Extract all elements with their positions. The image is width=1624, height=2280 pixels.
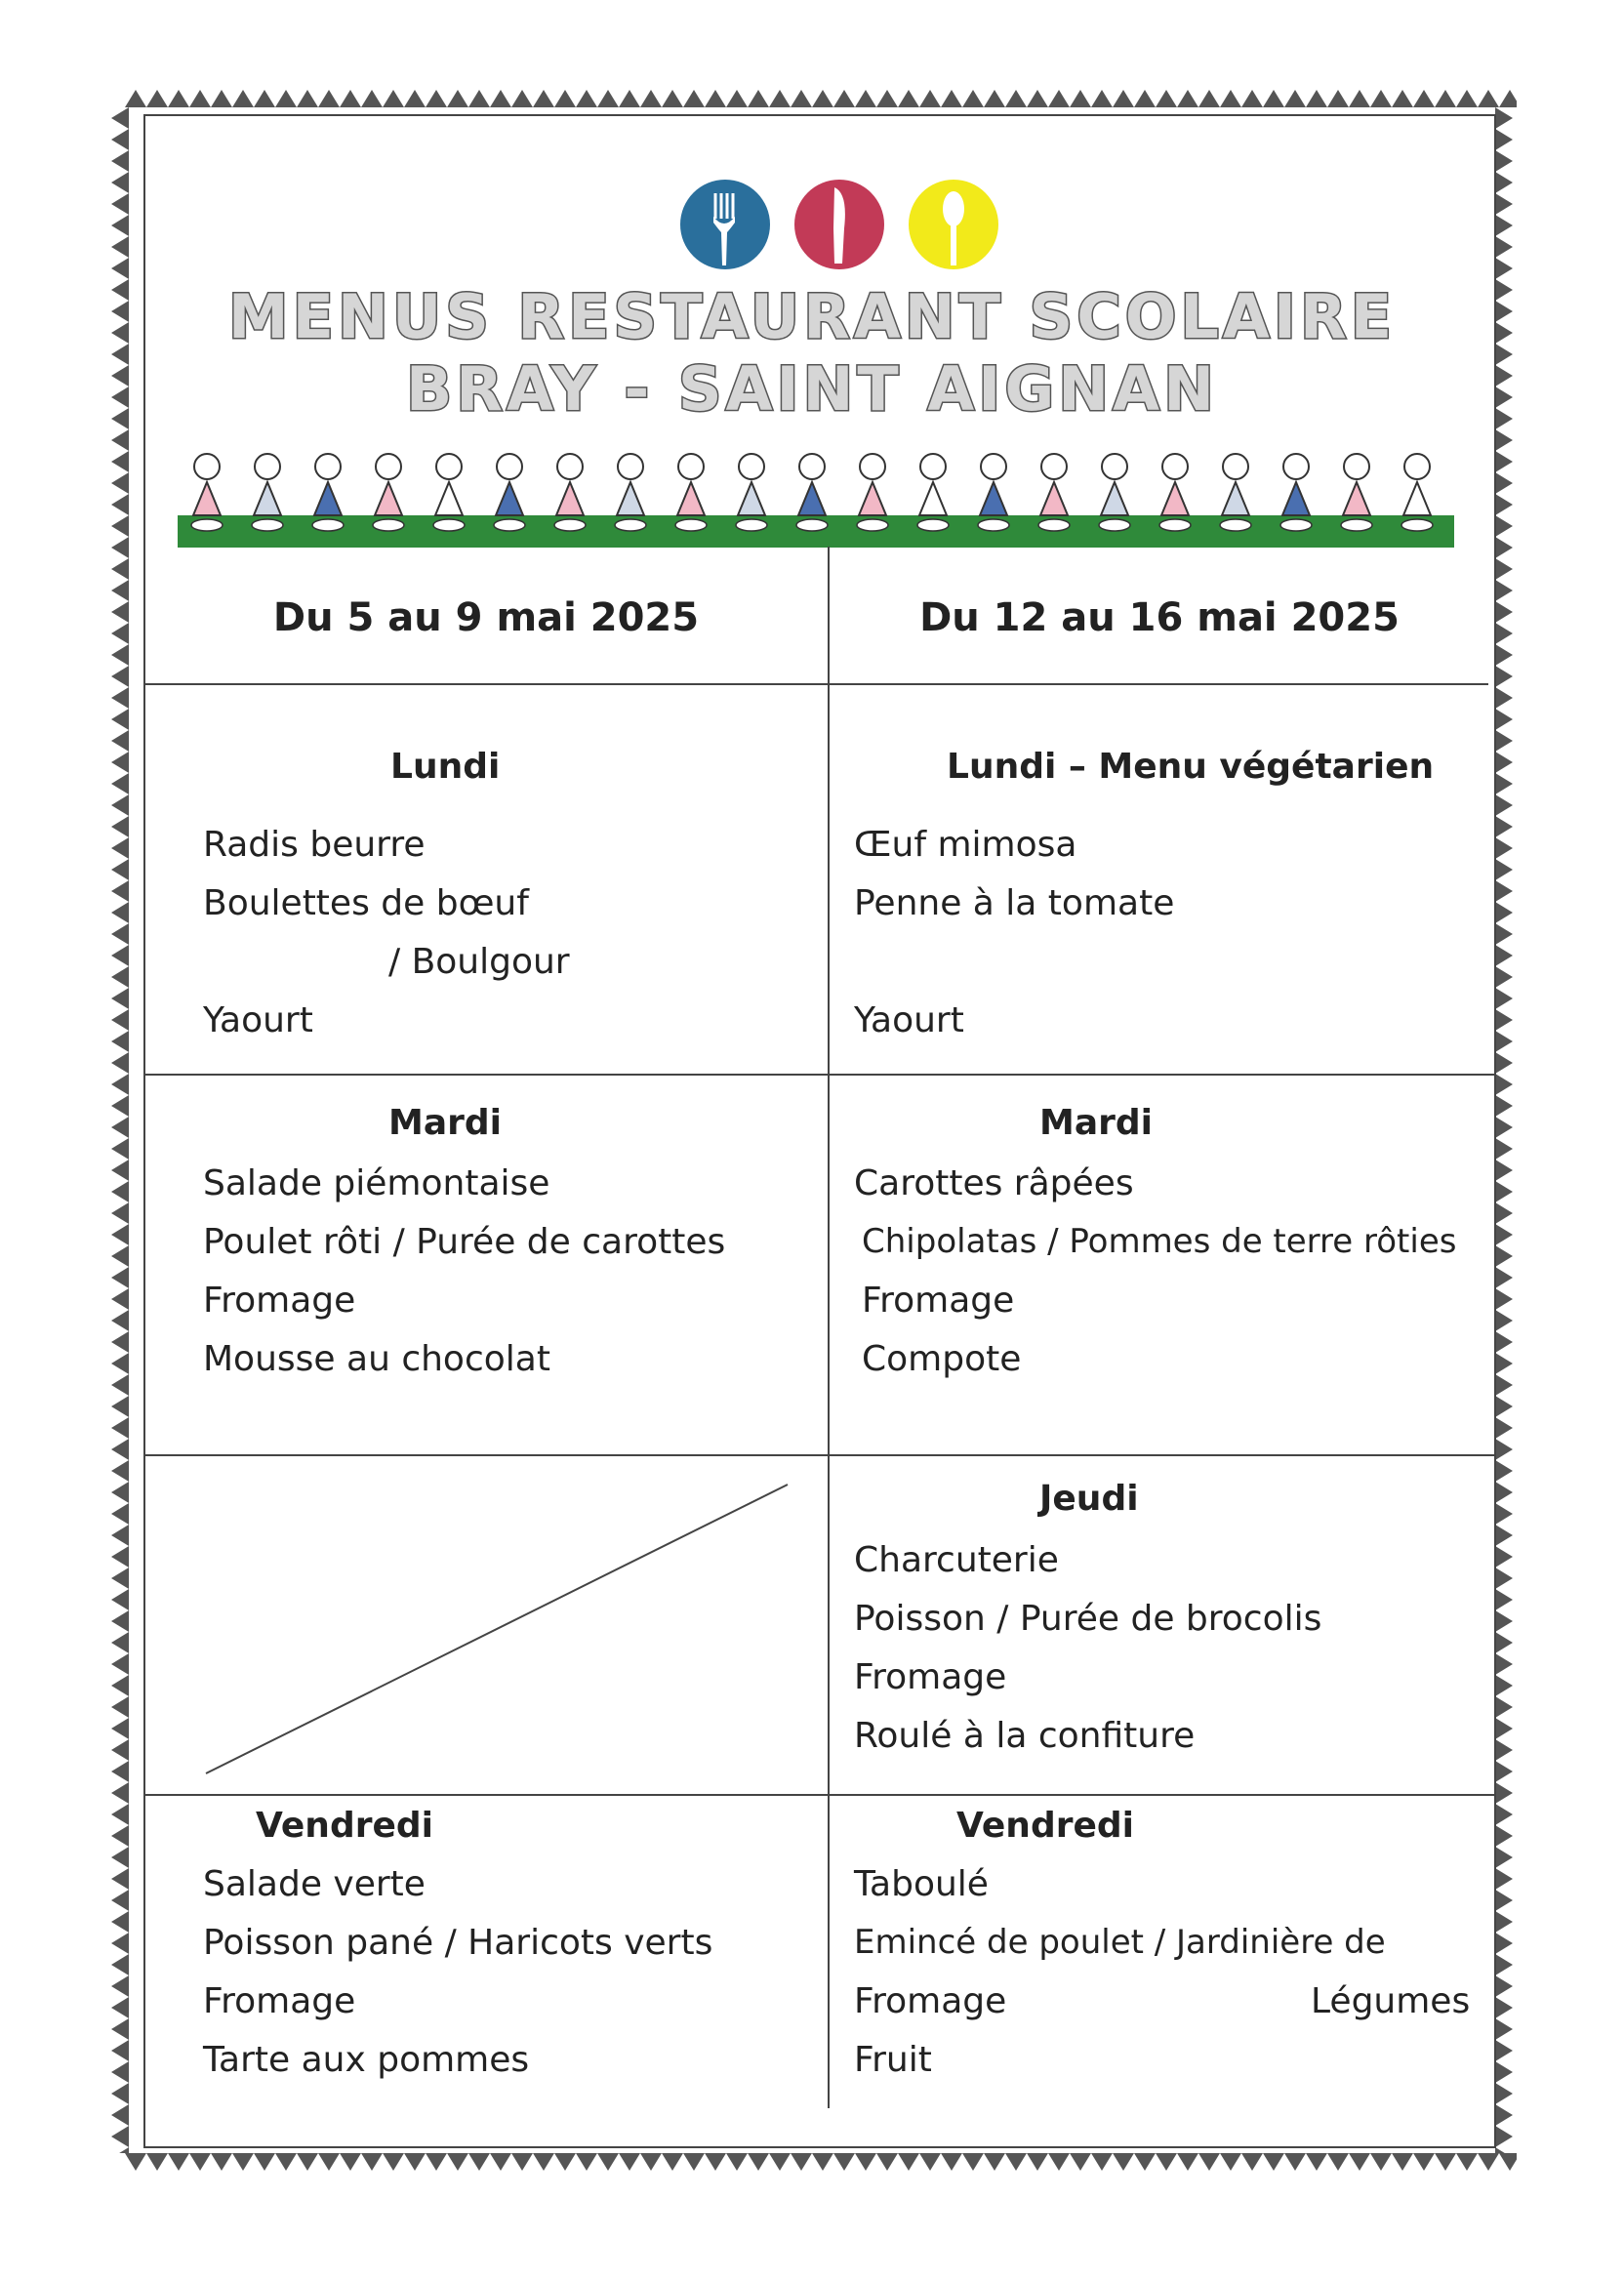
menu-item: Carottes râpées [854, 1163, 1134, 1203]
row-divider [143, 1794, 1496, 1796]
column-divider [828, 547, 830, 2108]
menu-item: Radis beurre [203, 825, 426, 865]
menu-item: Charcuterie [854, 1540, 1059, 1580]
empty-day-strike [200, 1479, 805, 1781]
week-1-heading: Du 5 au 9 mai 2025 [272, 595, 700, 640]
menu-item: Fromage [854, 1657, 1007, 1697]
week2-jeudi-title: Jeudi [1039, 1479, 1139, 1519]
menu-item: Chipolatas / Pommes de terre rôties [862, 1222, 1457, 1261]
menu-item: Poisson / Purée de brocolis [854, 1599, 1322, 1639]
children-banner-image [178, 445, 1454, 548]
menu-item: Taboulé [854, 1864, 989, 1904]
menu-item: Poulet rôti / Purée de carottes [203, 1222, 726, 1262]
cutlery-logos [678, 176, 1000, 283]
menu-item: Emincé de poulet / Jardinière de [854, 1923, 1386, 1962]
menu-item: Fruit [854, 2040, 932, 2080]
week2-lundi-title: Lundi – Menu végétarien [947, 747, 1435, 787]
week1-lundi-title: Lundi [390, 747, 501, 787]
menu-item: Yaourt [854, 1000, 964, 1040]
menu-item: Yaourt [203, 1000, 313, 1040]
title-line-1: MENUS RESTAURANT SCOLAIRE [227, 281, 1397, 352]
menu-item: Légumes [1311, 1981, 1471, 2021]
week1-mardi-title: Mardi [388, 1103, 502, 1143]
menu-item: Roulé à la confiture [854, 1716, 1196, 1756]
row-divider [143, 1454, 1496, 1456]
spoon-icon [909, 180, 998, 269]
menu-item: Fromage [854, 1981, 1007, 2021]
menu-item: Mousse au chocolat [203, 1339, 550, 1379]
menu-item: Penne à la tomate [854, 883, 1175, 923]
knife-icon [794, 180, 884, 269]
menu-item: Fromage [203, 1981, 356, 2021]
menu-item: Boulettes de bœuf [203, 883, 529, 923]
row-divider [143, 683, 1488, 685]
menu-item: Poisson pané / Haricots verts [203, 1923, 713, 1963]
week1-vendredi-title: Vendredi [256, 1806, 433, 1846]
title-line-2: BRAY - SAINT AIGNAN [405, 353, 1219, 425]
week-2-heading: Du 12 au 16 mai 2025 [919, 595, 1400, 640]
menu-item: Compote [862, 1339, 1022, 1379]
menu-item: Salade piémontaise [203, 1163, 550, 1203]
menu-item: / Boulgour [388, 942, 570, 982]
menu-item: Salade verte [203, 1864, 426, 1904]
menu-item: Fromage [862, 1281, 1015, 1321]
menu-item: Fromage [203, 1281, 356, 1321]
menu-item: Œuf mimosa [854, 825, 1077, 865]
menu-item: Tarte aux pommes [203, 2040, 530, 2080]
week2-vendredi-title: Vendredi [956, 1806, 1134, 1846]
week2-mardi-title: Mardi [1039, 1103, 1153, 1143]
row-divider [143, 1074, 1496, 1076]
fork-icon [680, 180, 770, 269]
